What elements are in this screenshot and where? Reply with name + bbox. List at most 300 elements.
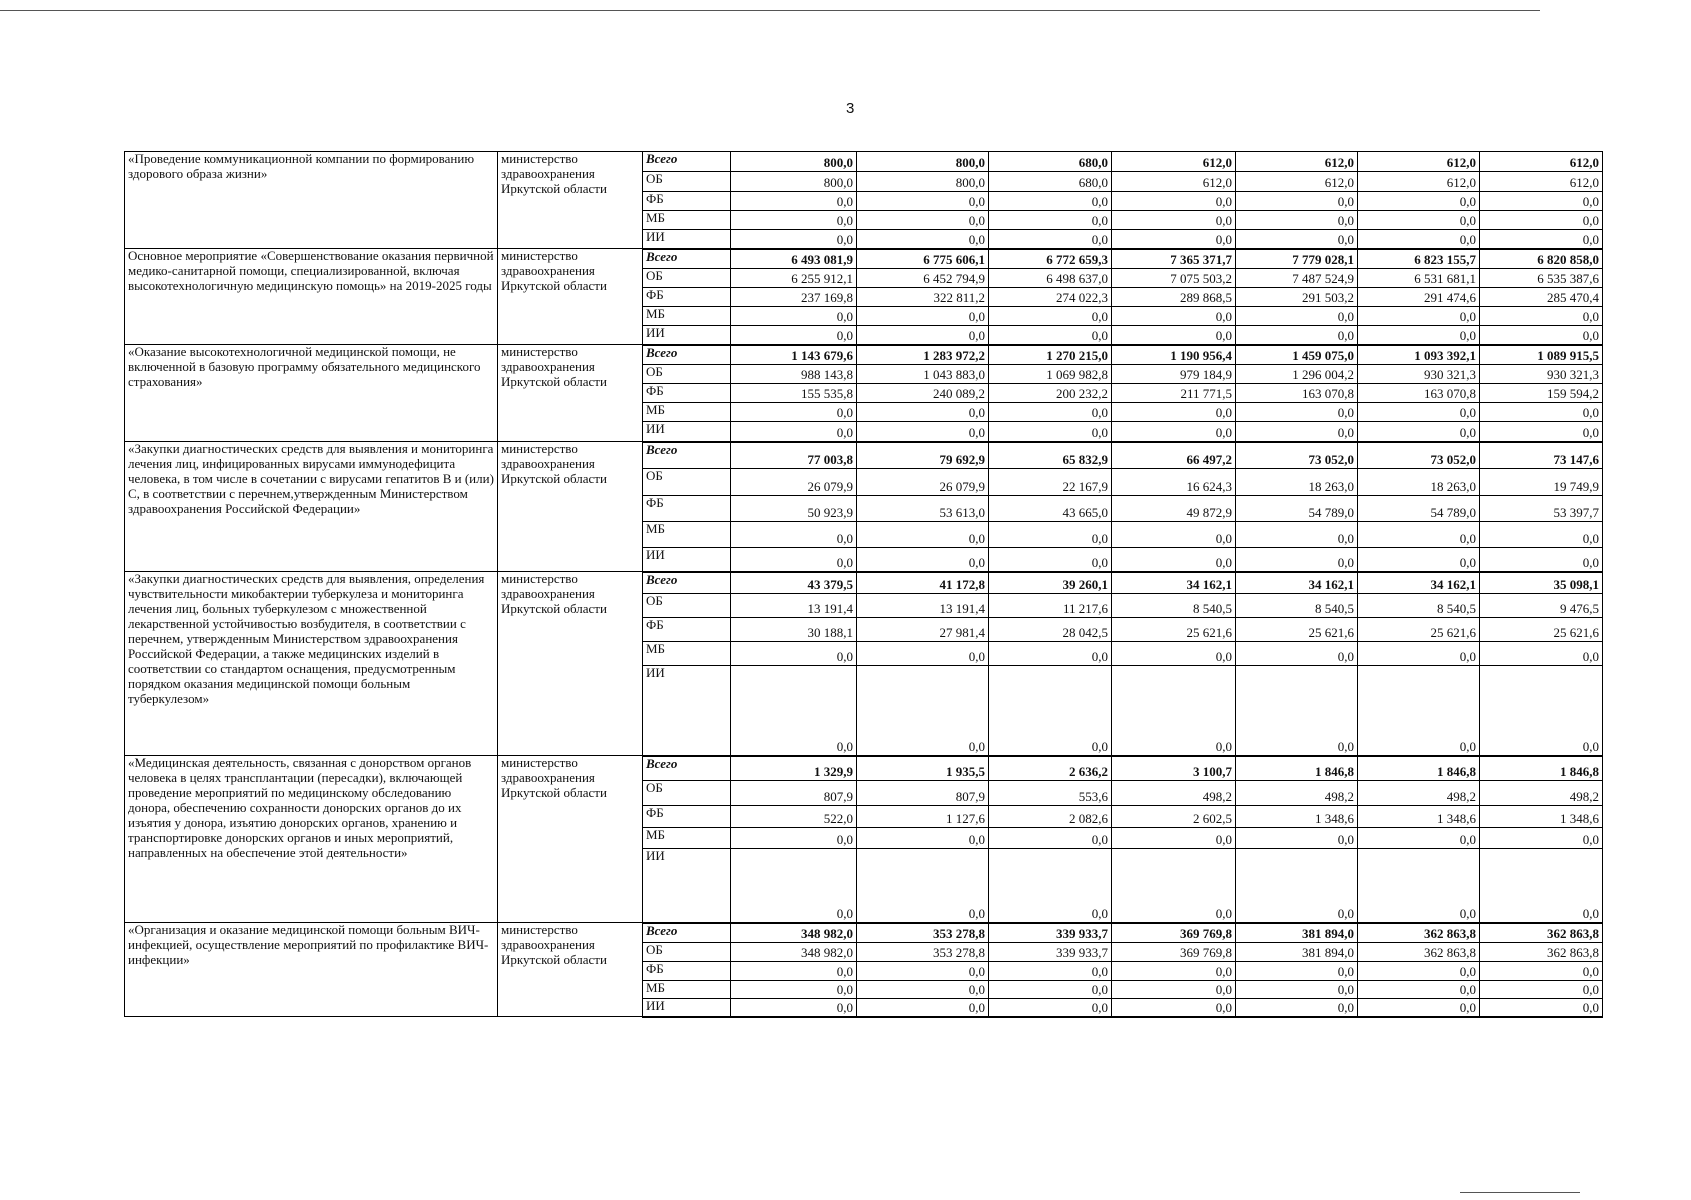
amount-cell: 2 082,6 (989, 806, 1112, 828)
amount-cell: 25 621,6 (1480, 618, 1603, 642)
funding-source: МБ (643, 522, 731, 548)
amount-cell: 0,0 (1236, 828, 1358, 849)
funding-source: ФБ (643, 618, 731, 642)
program-name: «Проведение коммуникационной компании по формированию здорового образа жизни» (125, 152, 498, 249)
amount-cell: 0,0 (989, 981, 1112, 999)
table-row (125, 345, 1603, 365)
amount-cell: 369 769,8 (1112, 943, 1236, 962)
amount-cell: 0,0 (989, 548, 1112, 572)
amount-cell: 1 143 679,6 (731, 345, 857, 365)
amount-cell: 73 052,0 (1236, 442, 1358, 469)
amount-cell: 53 613,0 (857, 496, 989, 522)
amount-cell: 25 621,6 (1236, 618, 1358, 642)
funding-source: ОБ (643, 365, 731, 384)
amount-cell: 1 069 982,8 (989, 365, 1112, 384)
amount-cell: 0,0 (1236, 230, 1358, 249)
funding-source: ОБ (643, 469, 731, 496)
amount-cell: 0,0 (1112, 981, 1236, 999)
amount-cell: 0,0 (857, 230, 989, 249)
funding-source: МБ (643, 981, 731, 999)
amount-cell: 41 172,8 (857, 572, 989, 594)
amount-cell: 0,0 (731, 326, 857, 345)
amount-cell: 18 263,0 (1358, 469, 1480, 496)
amount-cell: 0,0 (1358, 422, 1480, 442)
amount-cell: 6 775 606,1 (857, 249, 989, 269)
amount-cell: 612,0 (1480, 152, 1603, 172)
program-executor: министерство здравоохранения Иркутской области (498, 345, 643, 442)
funding-source: МБ (643, 828, 731, 849)
amount-cell: 680,0 (989, 152, 1112, 172)
amount-cell: 362 863,8 (1358, 943, 1480, 962)
amount-cell: 0,0 (1480, 522, 1603, 548)
amount-cell: 200 232,2 (989, 384, 1112, 403)
funding-source: ИИ (643, 666, 731, 756)
amount-cell: 54 789,0 (1236, 496, 1358, 522)
amount-cell: 0,0 (1480, 326, 1603, 345)
amount-cell: 1 089 915,5 (1480, 345, 1603, 365)
amount-cell: 0,0 (1358, 522, 1480, 548)
amount-cell: 1 846,8 (1236, 756, 1358, 781)
amount-cell: 13 191,4 (731, 594, 857, 618)
amount-cell: 0,0 (857, 522, 989, 548)
amount-cell: 381 894,0 (1236, 943, 1358, 962)
funding-source: ИИ (643, 422, 731, 442)
funding-source: ИИ (643, 548, 731, 572)
amount-cell: 807,9 (857, 781, 989, 806)
amount-cell: 0,0 (1358, 403, 1480, 422)
funding-source: Всего (643, 756, 731, 781)
amount-cell: 1 846,8 (1358, 756, 1480, 781)
amount-cell: 7 779 028,1 (1236, 249, 1358, 269)
funding-source: ОБ (643, 594, 731, 618)
amount-cell: 1 127,6 (857, 806, 989, 828)
table-row (125, 756, 1603, 781)
amount-cell: 0,0 (857, 849, 989, 923)
scan-border-line (0, 10, 1540, 11)
amount-cell: 0,0 (1480, 666, 1603, 756)
amount-cell: 0,0 (1480, 211, 1603, 230)
amount-cell: 54 789,0 (1358, 496, 1480, 522)
amount-cell: 0,0 (1236, 307, 1358, 326)
amount-cell: 18 263,0 (1236, 469, 1358, 496)
program-executor: министерство здравоохранения Иркутской области (498, 442, 643, 572)
funding-source: Всего (643, 923, 731, 943)
funding-source: ОБ (643, 172, 731, 192)
amount-cell: 274 022,3 (989, 288, 1112, 307)
amount-cell: 13 191,4 (857, 594, 989, 618)
amount-cell: 0,0 (1112, 828, 1236, 849)
amount-cell: 6 255 912,1 (731, 269, 857, 288)
amount-cell: 79 692,9 (857, 442, 989, 469)
amount-cell: 0,0 (1358, 230, 1480, 249)
amount-cell: 1 093 392,1 (1358, 345, 1480, 365)
amount-cell: 0,0 (1358, 962, 1480, 981)
amount-cell: 612,0 (1358, 152, 1480, 172)
program-executor: министерство здравоохранения Иркутской области (498, 249, 643, 345)
amount-cell: 0,0 (1112, 666, 1236, 756)
amount-cell: 39 260,1 (989, 572, 1112, 594)
amount-cell: 800,0 (731, 152, 857, 172)
amount-cell: 0,0 (1358, 326, 1480, 345)
program-executor: министерство здравоохранения Иркутской области (498, 756, 643, 923)
funding-source: МБ (643, 403, 731, 422)
amount-cell: 11 217,6 (989, 594, 1112, 618)
amount-cell: 16 624,3 (1112, 469, 1236, 496)
program-executor: министерство здравоохранения Иркутской области (498, 152, 643, 249)
amount-cell: 2 602,5 (1112, 806, 1236, 828)
amount-cell: 1 348,6 (1480, 806, 1603, 828)
funding-source: ОБ (643, 269, 731, 288)
amount-cell: 800,0 (857, 152, 989, 172)
amount-cell: 8 540,5 (1112, 594, 1236, 618)
amount-cell: 0,0 (1112, 307, 1236, 326)
amount-cell: 0,0 (1236, 548, 1358, 572)
amount-cell: 19 749,9 (1480, 469, 1603, 496)
amount-cell: 0,0 (1112, 326, 1236, 345)
amount-cell: 0,0 (1112, 962, 1236, 981)
table-body (125, 152, 1603, 1017)
amount-cell: 289 868,5 (1112, 288, 1236, 307)
amount-cell: 353 278,8 (857, 923, 989, 943)
amount-cell: 0,0 (857, 211, 989, 230)
amount-cell: 1 348,6 (1236, 806, 1358, 828)
amount-cell: 34 162,1 (1236, 572, 1358, 594)
amount-cell: 348 982,0 (731, 943, 857, 962)
amount-cell: 6 452 794,9 (857, 269, 989, 288)
amount-cell: 0,0 (1236, 522, 1358, 548)
amount-cell: 0,0 (731, 981, 857, 999)
amount-cell: 35 098,1 (1480, 572, 1603, 594)
amount-cell: 612,0 (1358, 172, 1480, 192)
amount-cell: 0,0 (1236, 192, 1358, 211)
amount-cell: 0,0 (857, 192, 989, 211)
amount-cell: 1 190 956,4 (1112, 345, 1236, 365)
funding-source: ФБ (643, 384, 731, 403)
amount-cell: 163 070,8 (1236, 384, 1358, 403)
program-name: «Закупки диагностических средств для выявления, определения чувствительности микобактерии туберкулеза и мониторинга лечения лиц, больных туберкулезом с множественной лекарственной устойчивостью возбудителя, в соответствии с перечнем, утвержденным Министерством здравоохранения Российской Федерации, а также медицинских изделий в соответствии со стандартом оснащения, предусмотренным порядком оказания медицинской помощи больным туберкулезом» (125, 572, 498, 756)
program-executor: министерство здравоохранения Иркутской области (498, 923, 643, 1017)
amount-cell: 0,0 (731, 307, 857, 326)
amount-cell: 237 169,8 (731, 288, 857, 307)
program-name: «Оказание высокотехнологичной медицинской помощи, не включенной в базовую программу обязательного медицинского страхования» (125, 345, 498, 442)
amount-cell: 7 365 371,7 (1112, 249, 1236, 269)
funding-source: МБ (643, 307, 731, 326)
amount-cell: 0,0 (731, 403, 857, 422)
amount-cell: 498,2 (1112, 781, 1236, 806)
amount-cell: 0,0 (857, 642, 989, 666)
amount-cell: 43 665,0 (989, 496, 1112, 522)
amount-cell: 0,0 (989, 326, 1112, 345)
amount-cell: 339 933,7 (989, 923, 1112, 943)
amount-cell: 26 079,9 (731, 469, 857, 496)
page-number: 3 (846, 100, 855, 117)
amount-cell: 30 188,1 (731, 618, 857, 642)
funding-source: Всего (643, 152, 731, 172)
amount-cell: 159 594,2 (1480, 384, 1603, 403)
amount-cell: 163 070,8 (1358, 384, 1480, 403)
amount-cell: 612,0 (1112, 152, 1236, 172)
amount-cell: 0,0 (1112, 403, 1236, 422)
amount-cell: 0,0 (1480, 849, 1603, 923)
amount-cell: 0,0 (857, 962, 989, 981)
amount-cell: 612,0 (1480, 172, 1603, 192)
amount-cell: 73 052,0 (1358, 442, 1480, 469)
amount-cell: 285 470,4 (1480, 288, 1603, 307)
funding-source: ИИ (643, 326, 731, 345)
amount-cell: 0,0 (1236, 999, 1358, 1017)
amount-cell: 0,0 (1358, 849, 1480, 923)
program-name: «Медицинская деятельность, связанная с донорством органов человека в целях трансплантации (пересадки), включающей проведение мероприятий по медицинскому обследованию донора, обеспечению сохранности донорских органов до их изъятия у донора, изъятию донорских органов, хранению и транспортировке донорских органов и иных мероприятий, направленных на обеспечение этой деятельности» (125, 756, 498, 923)
amount-cell: 0,0 (1480, 307, 1603, 326)
amount-cell: 77 003,8 (731, 442, 857, 469)
amount-cell: 8 540,5 (1236, 594, 1358, 618)
amount-cell: 348 982,0 (731, 923, 857, 943)
table-row (125, 152, 1603, 172)
amount-cell: 240 089,2 (857, 384, 989, 403)
amount-cell: 0,0 (1112, 522, 1236, 548)
amount-cell: 291 503,2 (1236, 288, 1358, 307)
funding-source: МБ (643, 211, 731, 230)
amount-cell: 6 498 637,0 (989, 269, 1112, 288)
amount-cell: 28 042,5 (989, 618, 1112, 642)
amount-cell: 0,0 (1236, 422, 1358, 442)
amount-cell: 0,0 (731, 522, 857, 548)
amount-cell: 0,0 (731, 962, 857, 981)
funding-source: Всего (643, 345, 731, 365)
amount-cell: 0,0 (1112, 192, 1236, 211)
amount-cell: 73 147,6 (1480, 442, 1603, 469)
amount-cell: 22 167,9 (989, 469, 1112, 496)
amount-cell: 0,0 (1480, 981, 1603, 999)
amount-cell: 0,0 (1358, 192, 1480, 211)
amount-cell: 0,0 (1236, 962, 1358, 981)
amount-cell: 0,0 (1358, 666, 1480, 756)
amount-cell: 27 981,4 (857, 618, 989, 642)
amount-cell: 0,0 (857, 666, 989, 756)
amount-cell: 1 270 215,0 (989, 345, 1112, 365)
amount-cell: 0,0 (857, 403, 989, 422)
amount-cell: 34 162,1 (1112, 572, 1236, 594)
amount-cell: 0,0 (1236, 642, 1358, 666)
amount-cell: 6 531 681,1 (1358, 269, 1480, 288)
amount-cell: 0,0 (731, 548, 857, 572)
amount-cell: 7 075 503,2 (1112, 269, 1236, 288)
table-row (125, 572, 1603, 594)
table-row (125, 249, 1603, 269)
program-name: «Закупки диагностических средств для выявления и мониторинга лечения лиц, инфицированных вирусами иммунодефицита человека, в том числе в сочетании с вирусами гепатитов В и (или) С, в соответствии с перечнем,утвержденным Министерством здравоохранения Российской Федерации» (125, 442, 498, 572)
amount-cell: 49 872,9 (1112, 496, 1236, 522)
amount-cell: 2 636,2 (989, 756, 1112, 781)
funding-source: ИИ (643, 849, 731, 923)
funding-source: МБ (643, 642, 731, 666)
amount-cell: 612,0 (1112, 172, 1236, 192)
amount-cell: 988 143,8 (731, 365, 857, 384)
amount-cell: 498,2 (1480, 781, 1603, 806)
amount-cell: 0,0 (731, 192, 857, 211)
amount-cell: 0,0 (1480, 230, 1603, 249)
amount-cell: 0,0 (1236, 403, 1358, 422)
amount-cell: 0,0 (1480, 642, 1603, 666)
amount-cell: 1 283 972,2 (857, 345, 989, 365)
funding-source: Всего (643, 572, 731, 594)
amount-cell: 0,0 (1358, 307, 1480, 326)
table-row (125, 442, 1603, 469)
program-executor: министерство здравоохранения Иркутской области (498, 572, 643, 756)
amount-cell: 0,0 (989, 192, 1112, 211)
amount-cell: 979 184,9 (1112, 365, 1236, 384)
amount-cell: 930 321,3 (1480, 365, 1603, 384)
amount-cell: 553,6 (989, 781, 1112, 806)
amount-cell: 0,0 (731, 999, 857, 1017)
amount-cell: 0,0 (1480, 962, 1603, 981)
funding-source: Всего (643, 249, 731, 269)
amount-cell: 1 296 004,2 (1236, 365, 1358, 384)
amount-cell: 0,0 (1480, 192, 1603, 211)
amount-cell: 1 459 075,0 (1236, 345, 1358, 365)
amount-cell: 0,0 (857, 422, 989, 442)
amount-cell: 0,0 (989, 422, 1112, 442)
funding-source: ИИ (643, 230, 731, 249)
amount-cell: 0,0 (731, 642, 857, 666)
funding-source: ФБ (643, 806, 731, 828)
amount-cell: 0,0 (989, 828, 1112, 849)
budget-table (124, 151, 1603, 1018)
amount-cell: 0,0 (989, 307, 1112, 326)
amount-cell: 8 540,5 (1358, 594, 1480, 618)
amount-cell: 0,0 (1236, 849, 1358, 923)
amount-cell: 6 493 081,9 (731, 249, 857, 269)
amount-cell: 0,0 (1480, 999, 1603, 1017)
amount-cell: 0,0 (1236, 211, 1358, 230)
funding-source: Всего (643, 442, 731, 469)
amount-cell: 0,0 (989, 230, 1112, 249)
program-name: «Организация и оказание медицинской помощи больным ВИЧ-инфекцией, осуществление мероприятий по профилактике ВИЧ-инфекции» (125, 923, 498, 1017)
amount-cell: 155 535,8 (731, 384, 857, 403)
amount-cell: 0,0 (989, 999, 1112, 1017)
amount-cell: 50 923,9 (731, 496, 857, 522)
amount-cell: 930 321,3 (1358, 365, 1480, 384)
amount-cell: 807,9 (731, 781, 857, 806)
amount-cell: 0,0 (1358, 828, 1480, 849)
amount-cell: 362 863,8 (1358, 923, 1480, 943)
funding-source: ИИ (643, 999, 731, 1017)
table-row (125, 923, 1603, 943)
amount-cell: 800,0 (731, 172, 857, 192)
amount-cell: 53 397,7 (1480, 496, 1603, 522)
amount-cell: 66 497,2 (1112, 442, 1236, 469)
amount-cell: 0,0 (989, 211, 1112, 230)
amount-cell: 0,0 (1480, 422, 1603, 442)
amount-cell: 498,2 (1236, 781, 1358, 806)
amount-cell: 381 894,0 (1236, 923, 1358, 943)
amount-cell: 322 811,2 (857, 288, 989, 307)
amount-cell: 1 348,6 (1358, 806, 1480, 828)
amount-cell: 26 079,9 (857, 469, 989, 496)
amount-cell: 800,0 (857, 172, 989, 192)
amount-cell: 0,0 (1480, 548, 1603, 572)
amount-cell: 0,0 (989, 849, 1112, 923)
amount-cell: 6 772 659,3 (989, 249, 1112, 269)
program-name: Основное мероприятие «Совершенствование оказания первичной медико-санитарной помощи, специализированной, включая высокотехнологичную медицинскую помощь» на 2019-2025 годы (125, 249, 498, 345)
amount-cell: 25 621,6 (1112, 618, 1236, 642)
amount-cell: 1 935,5 (857, 756, 989, 781)
amount-cell: 25 621,6 (1358, 618, 1480, 642)
amount-cell: 211 771,5 (1112, 384, 1236, 403)
amount-cell: 65 832,9 (989, 442, 1112, 469)
amount-cell: 0,0 (731, 828, 857, 849)
amount-cell: 1 846,8 (1480, 756, 1603, 781)
amount-cell: 1 043 883,0 (857, 365, 989, 384)
scan-border-line (1460, 1192, 1580, 1193)
funding-source: ФБ (643, 288, 731, 307)
amount-cell: 0,0 (857, 828, 989, 849)
amount-cell: 6 820 858,0 (1480, 249, 1603, 269)
amount-cell: 0,0 (731, 422, 857, 442)
funding-source: ОБ (643, 781, 731, 806)
amount-cell: 612,0 (1236, 172, 1358, 192)
amount-cell: 362 863,8 (1480, 923, 1603, 943)
amount-cell: 0,0 (1112, 849, 1236, 923)
amount-cell: 3 100,7 (1112, 756, 1236, 781)
amount-cell: 0,0 (1358, 999, 1480, 1017)
amount-cell: 6 823 155,7 (1358, 249, 1480, 269)
amount-cell: 522,0 (731, 806, 857, 828)
amount-cell: 0,0 (1236, 666, 1358, 756)
amount-cell: 7 487 524,9 (1236, 269, 1358, 288)
amount-cell: 0,0 (1112, 422, 1236, 442)
amount-cell: 0,0 (1112, 548, 1236, 572)
amount-cell: 0,0 (731, 849, 857, 923)
amount-cell: 498,2 (1358, 781, 1480, 806)
amount-cell: 0,0 (989, 962, 1112, 981)
amount-cell: 0,0 (1358, 981, 1480, 999)
amount-cell: 0,0 (989, 642, 1112, 666)
amount-cell: 6 535 387,6 (1480, 269, 1603, 288)
amount-cell: 291 474,6 (1358, 288, 1480, 307)
funding-source: ОБ (643, 943, 731, 962)
amount-cell: 612,0 (1236, 152, 1358, 172)
amount-cell: 0,0 (1236, 981, 1358, 999)
amount-cell: 9 476,5 (1480, 594, 1603, 618)
amount-cell: 0,0 (1480, 403, 1603, 422)
amount-cell: 0,0 (1112, 642, 1236, 666)
amount-cell: 0,0 (989, 666, 1112, 756)
funding-source: ФБ (643, 496, 731, 522)
amount-cell: 362 863,8 (1480, 943, 1603, 962)
amount-cell: 0,0 (1358, 642, 1480, 666)
amount-cell: 0,0 (857, 307, 989, 326)
amount-cell: 1 329,9 (731, 756, 857, 781)
amount-cell: 0,0 (731, 666, 857, 756)
funding-source: ФБ (643, 962, 731, 981)
amount-cell: 0,0 (1112, 230, 1236, 249)
amount-cell: 353 278,8 (857, 943, 989, 962)
amount-cell: 0,0 (1112, 211, 1236, 230)
amount-cell: 0,0 (1358, 548, 1480, 572)
amount-cell: 369 769,8 (1112, 923, 1236, 943)
amount-cell: 0,0 (857, 999, 989, 1017)
amount-cell: 0,0 (1112, 999, 1236, 1017)
amount-cell: 680,0 (989, 172, 1112, 192)
amount-cell: 0,0 (989, 522, 1112, 548)
amount-cell: 0,0 (1358, 211, 1480, 230)
amount-cell: 0,0 (731, 230, 857, 249)
amount-cell: 0,0 (989, 403, 1112, 422)
amount-cell: 0,0 (857, 326, 989, 345)
amount-cell: 43 379,5 (731, 572, 857, 594)
amount-cell: 0,0 (1480, 828, 1603, 849)
funding-source: ФБ (643, 192, 731, 211)
